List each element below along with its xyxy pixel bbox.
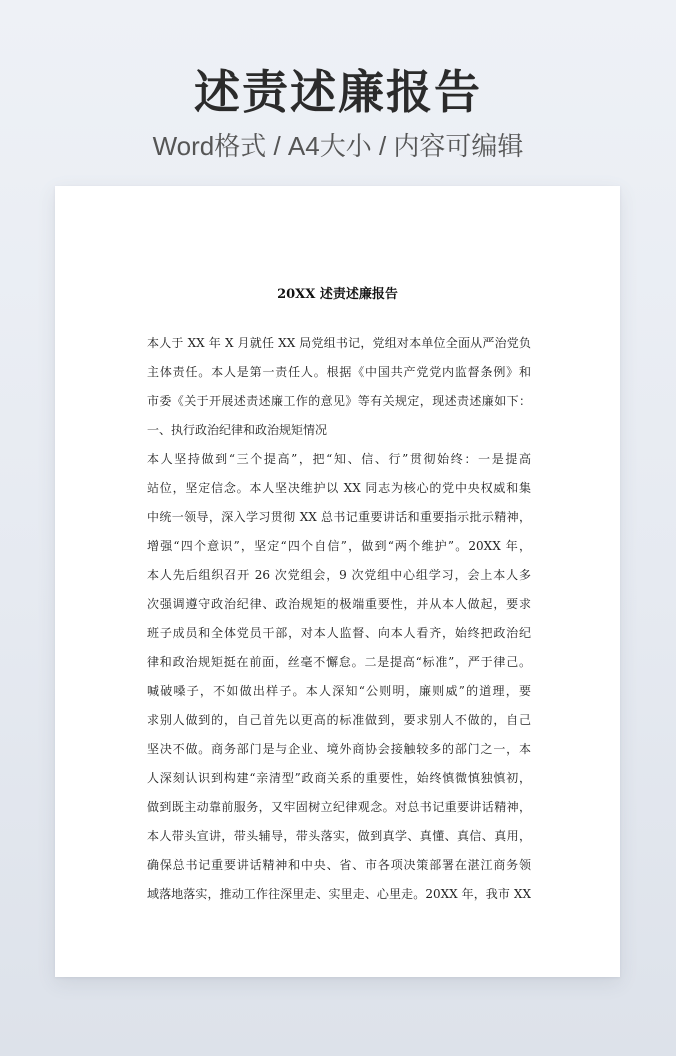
body-line: 做到既主动靠前服务，又牢固树立纪律观念。对总书记重要讲话精神，: [147, 800, 531, 814]
body-line: 本人坚持做到“三个提高”，把“知、信、行”贯彻始终：一是提高: [147, 452, 531, 466]
body-line: 本人先后组织召开 26 次党组会，9 次党组中心组学习，会上本人多: [147, 568, 531, 582]
body-line: 中统一领导，深入学习贯彻 XX 总书记重要讲话和重要指示批示精神，: [147, 510, 531, 524]
body-line: 域落地落实，推动工作往深里走、实里走、心里走。20XX 年，我市 XX: [147, 887, 531, 901]
body-line: 求别人做到的，自己首先以更高的标准做到，要求别人不做的，自己: [147, 713, 531, 727]
body-line: 喊破嗓子，不如做出样子。本人深知“公则明，廉则威”的道理，要: [147, 684, 531, 698]
body-line: 律和政治规矩挺在前面，丝毫不懈怠。二是提高“标准”，严于律己。: [147, 655, 531, 669]
body-line: 班子成员和全体党员干部，对本人监督、向本人看齐，始终把政治纪: [147, 626, 531, 640]
body-line: 次强调遵守政治纪律、政治规矩的极端重要性，并从本人做起，要求: [147, 597, 531, 611]
document-title: 20XX 述责述廉报告: [277, 287, 398, 302]
body-line: 确保总书记重要讲话精神和中央、省、市各项决策部署在湛江商务领: [147, 858, 531, 872]
body-line: 市委《关于开展述责述廉工作的意见》等有关规定，现述责述廉如下：: [147, 394, 531, 408]
promo-subtitle: Word格式 / A4大小 / 内容可编辑: [152, 131, 524, 161]
promo-title: 述责述廉报告: [194, 65, 482, 119]
body-line: 坚决不做。商务部门是与企业、境外商协会接触较多的部门之一，本: [147, 742, 531, 756]
body-line: 本人带头宣讲，带头辅导，带头落实，做到真学、真懂、真信、真用，: [147, 829, 531, 843]
body-line: 站位，坚定信念。本人坚决维护以 XX 同志为核心的党中央权威和集: [147, 481, 531, 495]
body-line: 本人于 XX 年 X 月就任 XX 局党组书记，党组对本单位全面从严治党负: [147, 336, 531, 350]
promo-header: [0, 62, 676, 164]
body-line: 人深刻认识到构建“亲清型”政商关系的重要性，始终慎微慎独慎初，: [147, 771, 531, 785]
section-heading: 一、执行政治纪律和政治规矩情况: [147, 423, 328, 437]
document-body: [147, 329, 531, 909]
document-page-preview: [55, 186, 620, 977]
body-line: 增强“四个意识”，坚定“四个自信”，做到“两个维护”。20XX 年，: [147, 539, 531, 553]
body-line: 主体责任。本人是第一责任人。根据《中国共产党党内监督条例》和: [147, 365, 531, 379]
